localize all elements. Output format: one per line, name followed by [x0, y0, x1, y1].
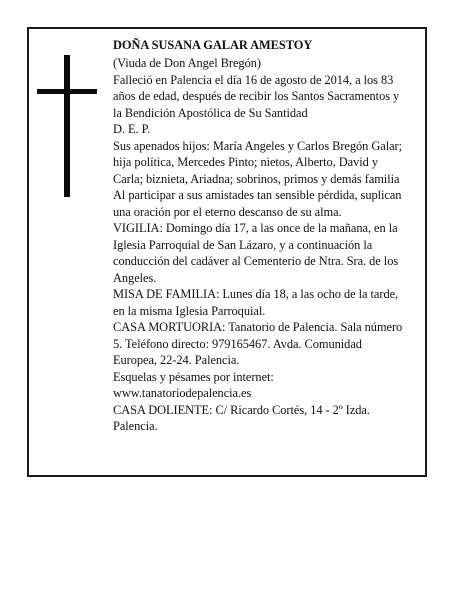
online-condolences-label: Esquelas y pésames por internet: — [113, 369, 274, 384]
cross-icon — [37, 55, 97, 197]
cross-vertical-bar — [64, 55, 70, 197]
deceased-name: DOÑA SUSANA GALAR AMESTOY — [113, 38, 313, 52]
obituary-text — [113, 37, 408, 435]
vigil-info: VIGILIA: Domingo día 17, a las once de la mañana, en la Iglesia Parroquial de San Lázaro, y a continuación la conducción del cadáver al Cementerio de Ntra. Sra. de los Angeles. — [113, 221, 399, 285]
death-announcement: Falleció en Palencia el día 16 de agosto de 2014, a los 83 años de edad, después de recibir los Santos Sacramentos y la Bendición Apostólica de Su Santidad — [113, 72, 400, 120]
website-link[interactable]: www.tanatoriodepalencia.es — [113, 386, 252, 400]
mourning-house-info: CASA DOLIENTE: C/ Ricardo Cortés, 14 - 2º Izda. Palencia. — [113, 402, 370, 433]
funeral-home-info: CASA MORTUORIA: Tanatorio de Palencia. Sala número 5. Teléfono directo: 979165467. Avda. Comunidad Europea, 22-24. Palencia. — [113, 320, 403, 367]
family-mass-info: MISA DE FAMILIA: Lunes día 18, a las ocho de la tarde, en la misma Iglesia Parroquial. — [113, 287, 399, 318]
widow-of-line: (Viuda de Don Angel Bregón) — [113, 56, 261, 70]
rip-line: D. E. P. — [113, 122, 151, 136]
family-list: Sus apenados hijos: María Angeles y Carlos Bregón Galar; hija política, Mercedes Pinto; nietos, Alberto, David y Carla; biznieta, Ariadna; sobrinos, primos y demás familia — [113, 138, 403, 186]
cross-horizontal-bar — [37, 89, 97, 94]
prayer-request: Al participar a sus amistades tan sensible pérdida, suplican una oración por el eterno descanso de su alma. — [113, 188, 402, 219]
